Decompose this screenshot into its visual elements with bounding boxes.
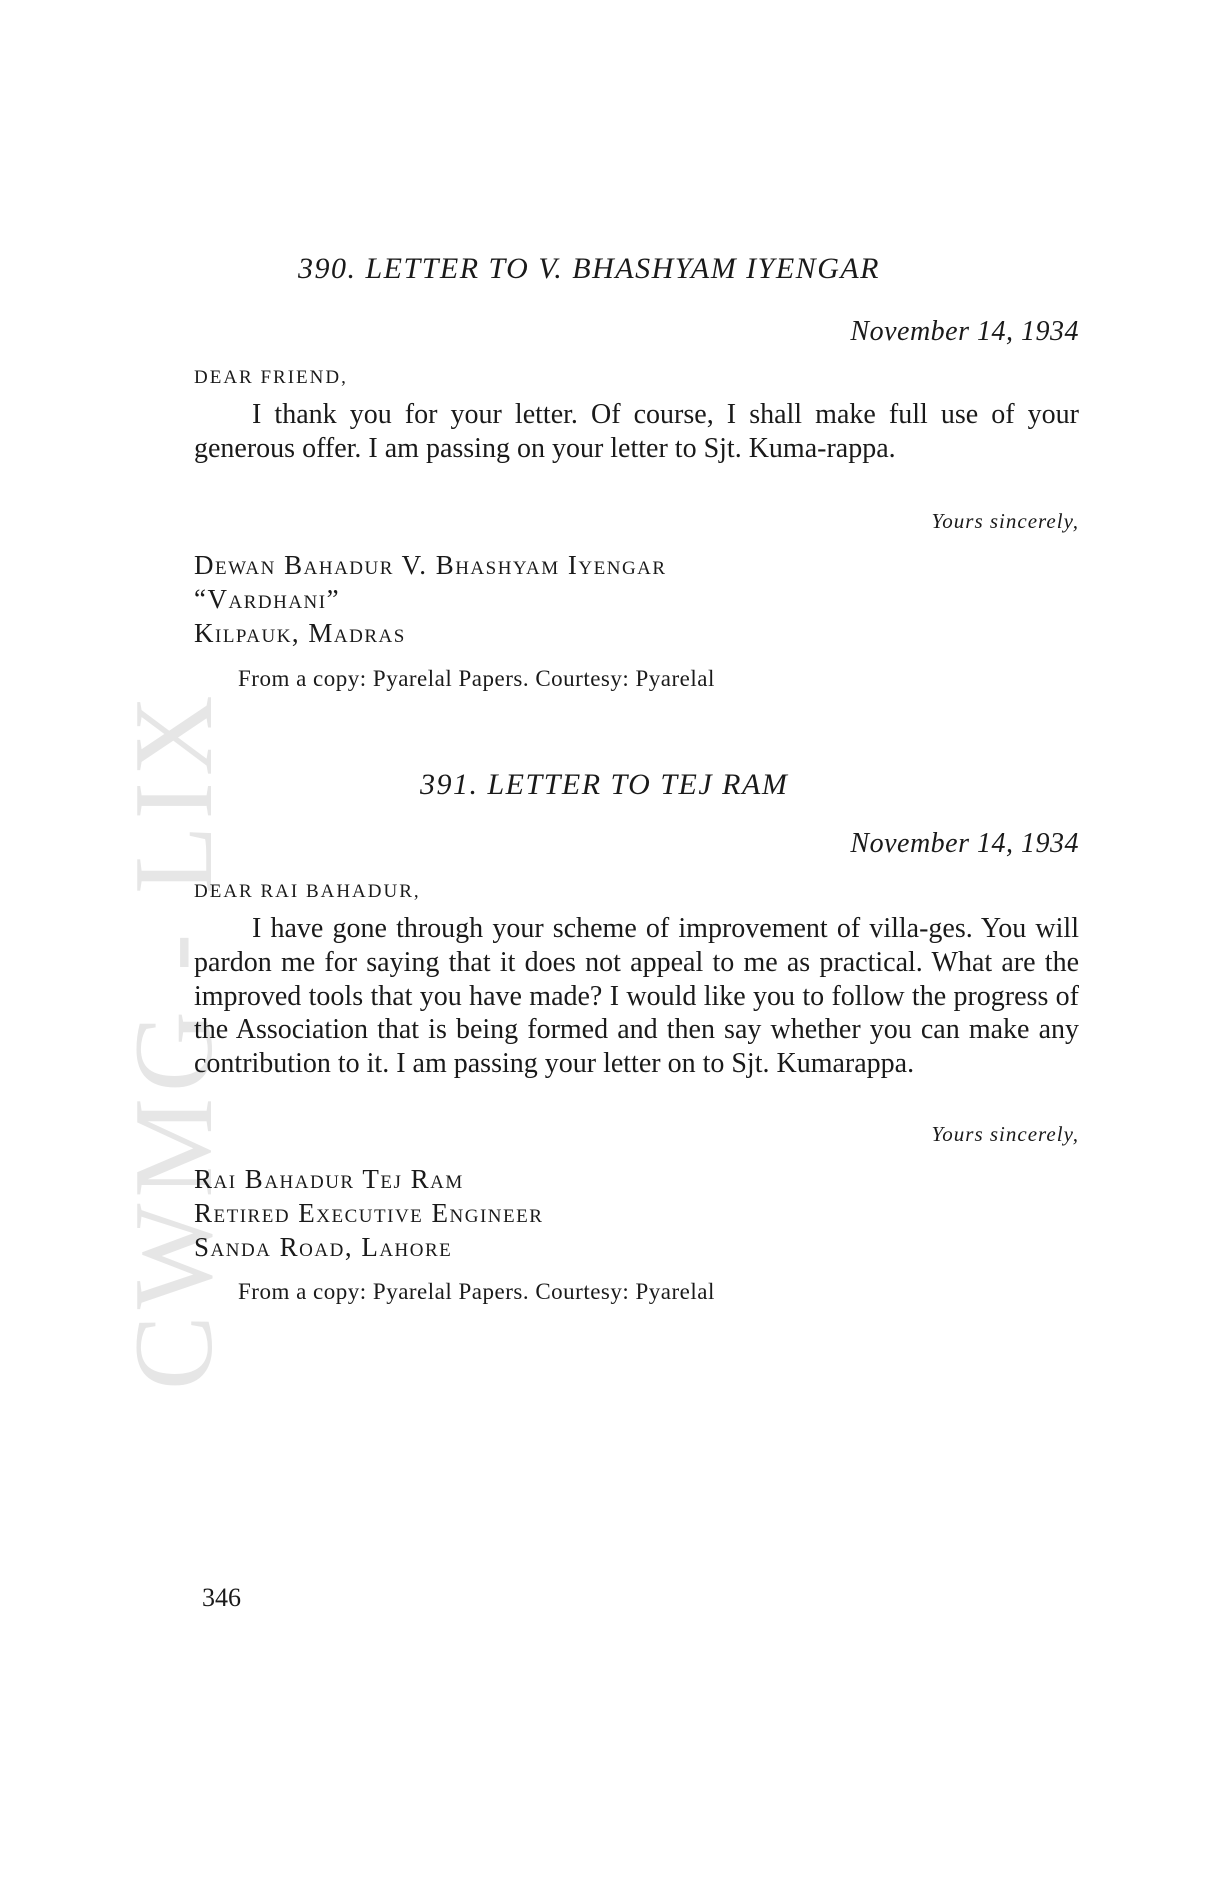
page-number: 346 bbox=[202, 1583, 241, 1612]
letter-391-date: November 14, 1934 bbox=[850, 828, 1079, 859]
letter-390-closing: Yours sincerely, bbox=[931, 509, 1079, 533]
letter-391-title: 391. LETTER TO TEJ RAM bbox=[420, 768, 789, 801]
letter-390-body: I thank you for your letter. Of course, I shall make full use of your generous offer. I am passing on your letter to Sjt. Kuma-rappa. bbox=[194, 399, 1079, 464]
letter-390-date: November 14, 1934 bbox=[850, 316, 1079, 347]
letter-390-address-line-3: Kilpauk, Madras bbox=[194, 618, 406, 648]
letter-391-address-line-2: Retired Executive Engineer bbox=[194, 1198, 544, 1228]
letter-390-title: 390. LETTER TO V. BHASHYAM IYENGAR bbox=[298, 252, 881, 285]
watermark: CWMG - LIX bbox=[112, 689, 236, 1390]
letter-391-source: From a copy: Pyarelal Papers. Courtesy: Pyarelal bbox=[238, 1279, 715, 1304]
letter-391-salutation: DEAR RAI BAHADUR, bbox=[194, 881, 421, 902]
letter-391-address-line-1: Rai Bahadur Tej Ram bbox=[194, 1164, 464, 1194]
letter-391-body: I have gone through your scheme of improvement of villa-ges. You will pardon me for saying that it does not appeal to me as practical. What are the improved tools that you have made? I would like you to follow the progress of the Association that is being formed and then say whether you can make any contribution to it. I am passing your letter on to Sjt. Kumarappa. bbox=[194, 913, 1079, 1080]
letter-390-salutation: DEAR FRIEND, bbox=[194, 367, 348, 388]
letter-391-address-line-3: Sanda Road, Lahore bbox=[194, 1232, 453, 1262]
letter-390-source: From a copy: Pyarelal Papers. Courtesy: Pyarelal bbox=[238, 666, 715, 691]
letter-391-closing: Yours sincerely, bbox=[931, 1122, 1079, 1146]
letter-390-address-line-1: Dewan Bahadur V. Bhashyam Iyengar bbox=[194, 550, 667, 580]
letter-390-address-line-2: “Vardhani” bbox=[194, 584, 341, 614]
